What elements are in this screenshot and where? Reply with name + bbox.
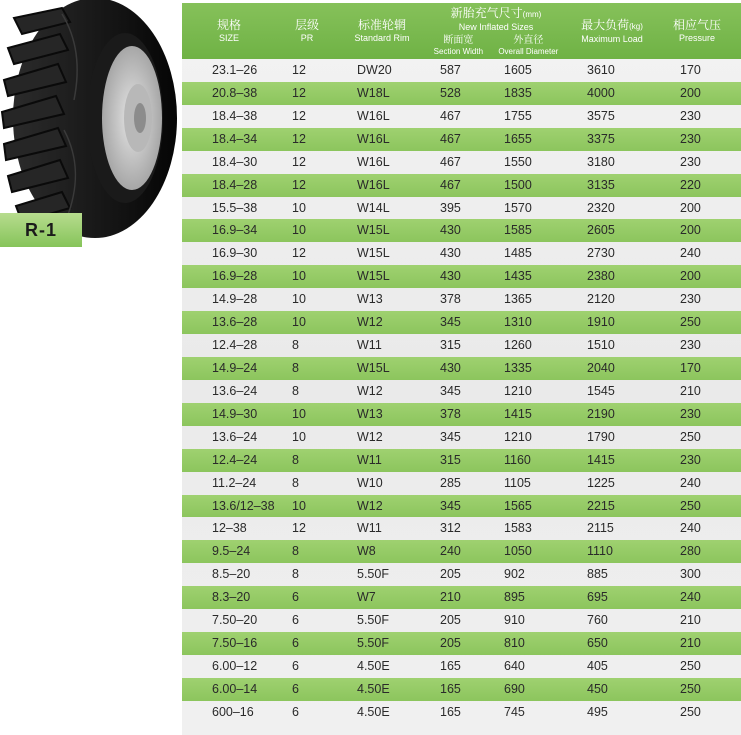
cell-section-width: 315 bbox=[440, 452, 461, 467]
cell-pressure: 230 bbox=[680, 406, 701, 421]
cell-size: 18.4–38 bbox=[212, 108, 258, 123]
cell-pressure: 250 bbox=[680, 681, 701, 696]
cell-section-width: 165 bbox=[440, 681, 461, 696]
cell-overall-diameter: 1835 bbox=[504, 85, 532, 100]
cell-max-load: 495 bbox=[587, 704, 608, 719]
cell-section-width: 430 bbox=[440, 360, 461, 375]
cell-size: 12–38 bbox=[212, 521, 247, 536]
cell-rim: 4.50E bbox=[357, 681, 390, 696]
cell-section-width: 467 bbox=[440, 131, 461, 146]
cell-rim: 5.50F bbox=[357, 613, 389, 628]
cell-size: 13.6–24 bbox=[212, 429, 258, 444]
cell-max-load: 3135 bbox=[587, 177, 615, 192]
cell-size: 600–16 bbox=[212, 704, 254, 719]
cell-section-width: 430 bbox=[440, 223, 461, 238]
cell-rim: 4.50E bbox=[357, 658, 390, 673]
cell-pr: 10 bbox=[292, 429, 306, 444]
cell-size: 6.00–12 bbox=[212, 658, 258, 673]
cell-pressure: 230 bbox=[680, 131, 701, 146]
table-row bbox=[182, 288, 741, 311]
table-row bbox=[182, 701, 741, 724]
cell-size: 18.4–34 bbox=[212, 131, 258, 146]
table-row bbox=[182, 540, 741, 563]
cell-overall-diameter: 1570 bbox=[504, 200, 532, 215]
cell-overall-diameter: 1485 bbox=[504, 246, 532, 261]
cell-rim: W14L bbox=[357, 200, 390, 215]
cell-section-width: 240 bbox=[440, 544, 461, 559]
header-load-cn: 最大负荷 bbox=[581, 17, 630, 32]
cell-section-width: 345 bbox=[440, 315, 461, 330]
cell-max-load: 2605 bbox=[587, 223, 615, 238]
header-pr bbox=[276, 3, 338, 59]
cell-max-load: 1510 bbox=[587, 338, 615, 353]
cell-section-width: 430 bbox=[440, 246, 461, 261]
cell-size: 8.3–20 bbox=[212, 590, 251, 605]
table-header bbox=[182, 3, 741, 59]
cell-size: 14.9–24 bbox=[212, 360, 258, 375]
cell-pressure: 200 bbox=[680, 200, 701, 215]
header-overall-diameter bbox=[498, 35, 558, 56]
header-diameter-en: Overall Diameter bbox=[498, 47, 559, 56]
cell-pressure: 170 bbox=[680, 360, 701, 375]
cell-size: 16.9–30 bbox=[212, 246, 258, 261]
table-row bbox=[182, 334, 741, 357]
cell-pressure: 250 bbox=[680, 658, 701, 673]
cell-pressure: 240 bbox=[680, 475, 701, 490]
cell-size: 18.4–30 bbox=[212, 154, 258, 169]
header-width-cn: 断面宽 bbox=[443, 35, 474, 46]
cell-pressure: 300 bbox=[680, 567, 701, 582]
cell-rim: W15L bbox=[357, 269, 390, 284]
cell-overall-diameter: 1105 bbox=[504, 475, 531, 490]
cell-pr: 6 bbox=[292, 658, 299, 673]
cell-size: 23.1–26 bbox=[212, 63, 258, 77]
cell-pr: 12 bbox=[292, 521, 306, 536]
table-row bbox=[182, 82, 741, 105]
cell-max-load: 1545 bbox=[587, 383, 615, 398]
table-row bbox=[182, 426, 741, 449]
cell-overall-diameter: 1435 bbox=[504, 269, 532, 284]
cell-pressure: 210 bbox=[680, 636, 701, 651]
cell-size: 7.50–16 bbox=[212, 636, 258, 651]
cell-max-load: 3180 bbox=[587, 154, 615, 169]
header-width-en: Section Width bbox=[433, 47, 484, 56]
cell-overall-diameter: 640 bbox=[504, 658, 525, 673]
cell-max-load: 3610 bbox=[587, 63, 615, 77]
table-row bbox=[182, 105, 741, 128]
cell-pressure: 220 bbox=[680, 177, 701, 192]
cell-max-load: 2320 bbox=[587, 200, 615, 215]
cell-pr: 8 bbox=[292, 383, 299, 398]
cell-pr: 8 bbox=[292, 452, 299, 467]
header-inflated-en: New Inflated Sizes bbox=[458, 22, 534, 32]
cell-pr: 12 bbox=[292, 177, 306, 192]
table-row bbox=[182, 242, 741, 265]
table-row bbox=[182, 609, 741, 632]
cell-overall-diameter: 1583 bbox=[504, 521, 532, 536]
cell-section-width: 285 bbox=[440, 475, 461, 490]
cell-pr: 6 bbox=[292, 590, 299, 605]
header-load-en: Maximum Load bbox=[581, 33, 643, 44]
cell-pr: 8 bbox=[292, 475, 299, 490]
cell-size: 12.4–24 bbox=[212, 452, 258, 467]
cell-rim: W16L bbox=[357, 177, 390, 192]
cell-size: 12.4–28 bbox=[212, 338, 258, 353]
cell-size: 6.00–14 bbox=[212, 681, 258, 696]
header-pr-en: PR bbox=[300, 33, 314, 43]
table-row bbox=[182, 128, 741, 151]
cell-overall-diameter: 1210 bbox=[504, 429, 532, 444]
table-row bbox=[182, 655, 741, 678]
cell-overall-diameter: 1565 bbox=[504, 498, 532, 513]
cell-rim: W11 bbox=[357, 338, 382, 353]
cell-pr: 10 bbox=[292, 406, 306, 421]
cell-pressure: 240 bbox=[680, 521, 701, 536]
cell-section-width: 430 bbox=[440, 269, 461, 284]
cell-rim: W16L bbox=[357, 108, 390, 123]
cell-pr: 10 bbox=[292, 315, 306, 330]
cell-pressure: 280 bbox=[680, 544, 701, 559]
cell-overall-diameter: 1550 bbox=[504, 154, 532, 169]
table-row bbox=[182, 151, 741, 174]
cell-rim: W15L bbox=[357, 360, 390, 375]
cell-rim: W13 bbox=[357, 292, 383, 307]
cell-size: 20.8–38 bbox=[212, 85, 258, 100]
header-pressure-en: Pressure bbox=[678, 33, 715, 43]
cell-rim: W15L bbox=[357, 223, 390, 238]
cell-section-width: 165 bbox=[440, 704, 461, 719]
cell-pr: 8 bbox=[292, 544, 299, 559]
cell-pressure: 240 bbox=[680, 590, 701, 605]
cell-max-load: 2730 bbox=[587, 246, 615, 261]
table-row bbox=[182, 517, 741, 540]
header-rim-en: Standard Rim bbox=[354, 33, 410, 43]
cell-size: 11.2–24 bbox=[212, 475, 257, 490]
cell-max-load: 2380 bbox=[587, 269, 615, 284]
tire-spec-table bbox=[182, 3, 741, 735]
cell-section-width: 467 bbox=[440, 108, 461, 123]
cell-size: 14.9–28 bbox=[212, 292, 258, 307]
cell-section-width: 205 bbox=[440, 636, 461, 651]
cell-rim: 5.50F bbox=[357, 636, 389, 651]
cell-max-load: 2040 bbox=[587, 360, 615, 375]
cell-section-width: 528 bbox=[440, 85, 461, 100]
header-load-unit: (kg) bbox=[629, 21, 643, 31]
cell-section-width: 345 bbox=[440, 383, 461, 398]
cell-pressure: 200 bbox=[680, 85, 701, 100]
cell-section-width: 315 bbox=[440, 338, 461, 353]
header-diameter-cn: 外直径 bbox=[513, 35, 544, 46]
cell-section-width: 312 bbox=[440, 521, 461, 536]
cell-max-load: 1110 bbox=[587, 544, 613, 559]
cell-pressure: 230 bbox=[680, 108, 701, 123]
cell-pr: 10 bbox=[292, 292, 306, 307]
cell-size: 18.4–28 bbox=[212, 177, 258, 192]
cell-pr: 12 bbox=[292, 246, 306, 261]
header-size-cn: 规格 bbox=[216, 18, 241, 32]
cell-pressure: 250 bbox=[680, 704, 701, 719]
cell-overall-diameter: 1210 bbox=[504, 383, 532, 398]
header-rim bbox=[338, 3, 426, 59]
cell-size: 13.6–24 bbox=[212, 383, 258, 398]
cell-max-load: 1225 bbox=[587, 475, 615, 490]
cell-pr: 10 bbox=[292, 200, 306, 215]
table-row bbox=[182, 311, 741, 334]
cell-rim: W12 bbox=[357, 429, 383, 444]
cell-overall-diameter: 1755 bbox=[504, 108, 532, 123]
cell-overall-diameter: 910 bbox=[504, 613, 525, 628]
cell-rim: W11 bbox=[357, 521, 382, 536]
cell-max-load: 3575 bbox=[587, 108, 615, 123]
cell-overall-diameter: 1335 bbox=[504, 360, 532, 375]
cell-max-load: 2115 bbox=[587, 521, 614, 536]
cell-pressure: 230 bbox=[680, 338, 701, 353]
cell-pr: 6 bbox=[292, 613, 299, 628]
table-row bbox=[182, 563, 741, 586]
table-row bbox=[182, 586, 741, 609]
cell-overall-diameter: 1365 bbox=[504, 292, 532, 307]
cell-pressure: 230 bbox=[680, 292, 701, 307]
cell-pressure: 170 bbox=[680, 63, 701, 77]
cell-max-load: 3375 bbox=[587, 131, 615, 146]
cell-max-load: 1790 bbox=[587, 429, 615, 444]
cell-max-load: 405 bbox=[587, 658, 608, 673]
cell-pressure: 250 bbox=[680, 315, 701, 330]
cell-max-load: 4000 bbox=[587, 85, 615, 100]
cell-section-width: 205 bbox=[440, 613, 461, 628]
header-pressure-cn: 相应气压 bbox=[672, 18, 721, 32]
header-size bbox=[182, 3, 276, 59]
cell-pr: 8 bbox=[292, 567, 299, 582]
cell-section-width: 378 bbox=[440, 292, 461, 307]
cell-max-load: 2120 bbox=[587, 292, 615, 307]
model-badge: R-1 bbox=[0, 213, 82, 247]
cell-section-width: 345 bbox=[440, 498, 461, 513]
cell-pressure: 210 bbox=[680, 383, 701, 398]
cell-pr: 6 bbox=[292, 681, 299, 696]
cell-max-load: 695 bbox=[587, 590, 608, 605]
cell-pressure: 200 bbox=[680, 269, 701, 284]
table-body bbox=[182, 59, 741, 724]
cell-rim: W16L bbox=[357, 154, 390, 169]
tire-image bbox=[0, 0, 178, 245]
table-row bbox=[182, 472, 741, 495]
cell-rim: 5.50F bbox=[357, 567, 389, 582]
table-row bbox=[182, 59, 741, 82]
cell-size: 15.5–38 bbox=[212, 200, 258, 215]
cell-rim: W15L bbox=[357, 246, 390, 261]
cell-rim: W12 bbox=[357, 498, 383, 513]
cell-size: 13.6/12–38 bbox=[212, 498, 275, 513]
cell-rim: 4.50E bbox=[357, 704, 390, 719]
cell-section-width: 395 bbox=[440, 200, 461, 215]
cell-max-load: 885 bbox=[587, 567, 608, 582]
header-section-width bbox=[434, 35, 483, 56]
tire-icon bbox=[0, 0, 178, 245]
cell-pressure: 230 bbox=[680, 154, 701, 169]
cell-size: 13.6–28 bbox=[212, 315, 258, 330]
cell-overall-diameter: 810 bbox=[504, 636, 525, 651]
cell-rim: W16L bbox=[357, 131, 390, 146]
cell-overall-diameter: 1415 bbox=[504, 406, 532, 421]
cell-rim: W10 bbox=[357, 475, 383, 490]
cell-pr: 12 bbox=[292, 131, 306, 146]
cell-max-load: 1910 bbox=[587, 315, 615, 330]
cell-overall-diameter: 1260 bbox=[504, 338, 532, 353]
cell-pr: 10 bbox=[292, 269, 306, 284]
cell-pr: 8 bbox=[292, 360, 299, 375]
header-max-load bbox=[566, 3, 658, 59]
table-row bbox=[182, 357, 741, 380]
cell-section-width: 467 bbox=[440, 154, 461, 169]
cell-pr: 12 bbox=[292, 154, 306, 169]
header-inflated-sizes bbox=[426, 3, 566, 59]
cell-max-load: 2190 bbox=[587, 406, 615, 421]
cell-max-load: 2215 bbox=[587, 498, 615, 513]
cell-size: 16.9–34 bbox=[212, 223, 258, 238]
cell-rim: W12 bbox=[357, 383, 383, 398]
cell-rim: W11 bbox=[357, 452, 382, 467]
cell-max-load: 650 bbox=[587, 636, 608, 651]
table-row bbox=[182, 265, 741, 288]
cell-rim: W18L bbox=[357, 85, 390, 100]
header-rim-cn: 标准轮辋 bbox=[357, 18, 406, 32]
cell-overall-diameter: 1585 bbox=[504, 223, 532, 238]
cell-overall-diameter: 902 bbox=[504, 567, 525, 582]
cell-pressure: 250 bbox=[680, 429, 701, 444]
cell-pr: 10 bbox=[292, 498, 306, 513]
cell-pr: 8 bbox=[292, 338, 299, 353]
cell-pr: 6 bbox=[292, 636, 299, 651]
cell-size: 9.5–24 bbox=[212, 544, 251, 559]
table-row bbox=[182, 219, 741, 242]
cell-overall-diameter: 1605 bbox=[504, 63, 532, 77]
cell-size: 16.9–28 bbox=[212, 269, 258, 284]
cell-max-load: 1415 bbox=[587, 452, 615, 467]
cell-rim: DW20 bbox=[357, 63, 392, 77]
cell-pressure: 210 bbox=[680, 613, 701, 628]
cell-pressure: 200 bbox=[680, 223, 701, 238]
cell-overall-diameter: 1655 bbox=[504, 131, 532, 146]
table-row bbox=[182, 449, 741, 472]
cell-section-width: 587 bbox=[440, 63, 461, 77]
cell-size: 14.9–30 bbox=[212, 406, 258, 421]
cell-overall-diameter: 1050 bbox=[504, 544, 532, 559]
cell-rim: W12 bbox=[357, 315, 383, 330]
cell-pressure: 230 bbox=[680, 452, 701, 467]
cell-overall-diameter: 1500 bbox=[504, 177, 532, 192]
cell-rim: W8 bbox=[357, 544, 376, 559]
cell-pr: 12 bbox=[292, 85, 306, 100]
cell-section-width: 165 bbox=[440, 658, 461, 673]
cell-overall-diameter: 1160 bbox=[504, 452, 531, 467]
table-row bbox=[182, 174, 741, 197]
cell-pr: 12 bbox=[292, 108, 306, 123]
table-row bbox=[182, 678, 741, 701]
cell-rim: W7 bbox=[357, 590, 376, 605]
header-inflated-cn: 新胎充气尺寸 bbox=[450, 6, 523, 20]
cell-section-width: 210 bbox=[440, 590, 461, 605]
cell-overall-diameter: 690 bbox=[504, 681, 525, 696]
table-row bbox=[182, 380, 741, 403]
header-pr-cn: 层级 bbox=[294, 18, 319, 32]
cell-section-width: 345 bbox=[440, 429, 461, 444]
cell-section-width: 378 bbox=[440, 406, 461, 421]
header-pressure bbox=[658, 3, 736, 59]
table-row bbox=[182, 632, 741, 655]
cell-size: 7.50–20 bbox=[212, 613, 258, 628]
table-row bbox=[182, 403, 741, 426]
cell-section-width: 467 bbox=[440, 177, 461, 192]
cell-pr: 12 bbox=[292, 63, 306, 77]
cell-overall-diameter: 1310 bbox=[504, 315, 532, 330]
cell-section-width: 205 bbox=[440, 567, 461, 582]
header-inflated-unit: (mm) bbox=[522, 10, 542, 19]
cell-max-load: 450 bbox=[587, 681, 608, 696]
cell-max-load: 760 bbox=[587, 613, 608, 628]
table-row bbox=[182, 495, 741, 518]
cell-rim: W13 bbox=[357, 406, 383, 421]
cell-pr: 6 bbox=[292, 704, 299, 719]
table-row bbox=[182, 197, 741, 220]
cell-pressure: 240 bbox=[680, 246, 701, 261]
cell-pr: 10 bbox=[292, 223, 306, 238]
cell-overall-diameter: 895 bbox=[504, 590, 525, 605]
header-size-en: SIZE bbox=[218, 33, 239, 43]
cell-size: 8.5–20 bbox=[212, 567, 251, 582]
cell-overall-diameter: 745 bbox=[504, 704, 525, 719]
cell-pressure: 250 bbox=[680, 498, 701, 513]
